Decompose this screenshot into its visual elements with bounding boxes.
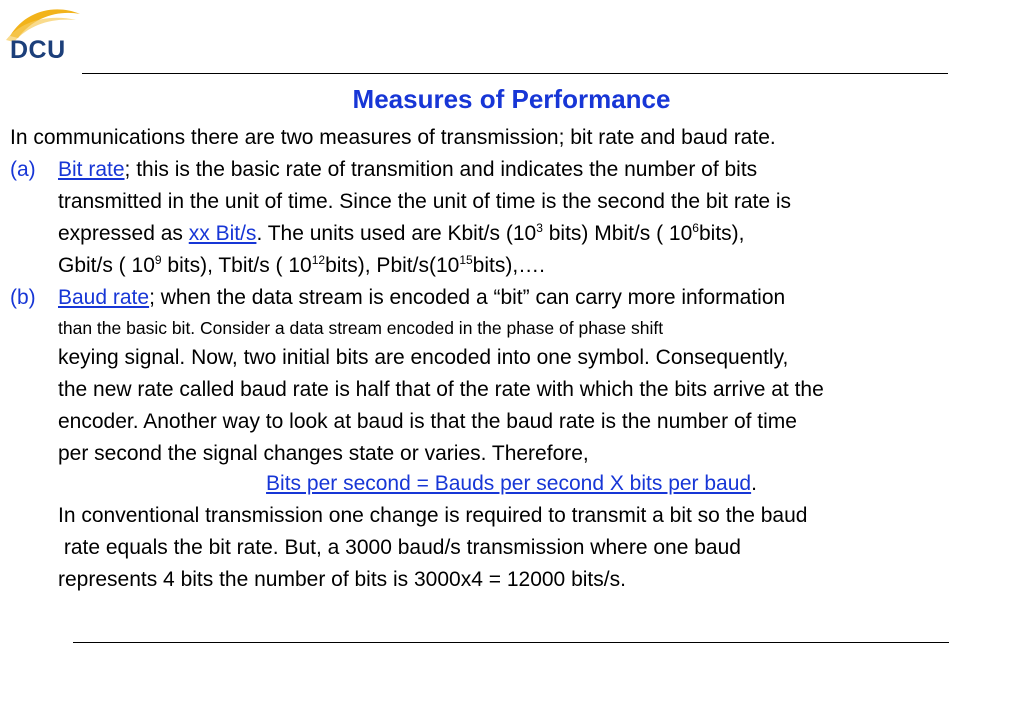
text-span: expressed as bbox=[58, 222, 189, 245]
item-a-marker: (a) bbox=[10, 158, 36, 181]
dcu-logo bbox=[4, 6, 84, 68]
item-a-line1 bbox=[10, 154, 757, 186]
item-b-line9: represents 4 bits the number of bits is 3000x4 = 12000 bits/s. bbox=[58, 568, 626, 591]
text-span: Gbit/s ( 10 bbox=[58, 254, 155, 277]
item-b-line7: In conventional transmission one change is required to transmit a bit so the baud bbox=[58, 504, 808, 527]
superscript: 15 bbox=[459, 253, 473, 267]
text-span: bits) Mbit/s ( 10 bbox=[542, 222, 693, 245]
intro-text: In communications there are two measures of transmission; bit rate and baud rate. bbox=[10, 126, 776, 149]
item-b-line5: encoder. Another way to look at baud is that the baud rate is the number of time bbox=[58, 410, 797, 433]
item-b-text: ; when the data stream is encoded a “bit” can carry more information bbox=[149, 286, 786, 309]
text-span: . The units used are Kbit/s (10 bbox=[256, 222, 537, 245]
baud-rate-link[interactable]: Baud rate bbox=[58, 286, 150, 309]
formula-link[interactable]: Bits per second = Bauds per second X bits per baud bbox=[266, 472, 752, 495]
item-a-line2: transmitted in the unit of time. Since the unit of time is the second the bit rate is bbox=[58, 190, 792, 213]
superscript: 9 bbox=[154, 253, 162, 267]
logo-text: DCU bbox=[10, 36, 66, 64]
page-title: Measures of Performance bbox=[352, 84, 671, 114]
item-a-line4 bbox=[58, 250, 545, 282]
item-b-line1 bbox=[10, 282, 785, 314]
formula-line bbox=[0, 468, 1023, 500]
item-b-marker: (b) bbox=[10, 286, 36, 309]
text-span: bits), bbox=[698, 222, 745, 245]
text-span: . bbox=[751, 472, 757, 495]
superscript: 12 bbox=[311, 253, 326, 267]
superscript: 6 bbox=[692, 221, 699, 235]
superscript: 3 bbox=[536, 221, 543, 235]
item-b-line4: the new rate called baud rate is half that of the rate with which the bits arrive at the bbox=[58, 378, 824, 401]
text-span: bits), Pbit/s(10 bbox=[325, 254, 460, 277]
item-a-text: ; this is the basic rate of transmition and indicates the number of bits bbox=[124, 158, 758, 181]
top-divider bbox=[82, 73, 948, 74]
item-b-line2: than the basic bit. Consider a data stream encoded in the phase of phase shift bbox=[58, 318, 664, 338]
text-span: bits), Tbit/s ( 10 bbox=[161, 254, 312, 277]
text-span: bits),…. bbox=[472, 254, 546, 277]
xx-bits-link[interactable]: xx Bit/s bbox=[188, 222, 257, 245]
bottom-divider bbox=[73, 642, 949, 643]
item-b-line3: keying signal. Now, two initial bits are encoded into one symbol. Consequently, bbox=[58, 346, 789, 369]
item-b-line8: rate equals the bit rate. But, a 3000 baud/s transmission where one baud bbox=[58, 536, 741, 559]
bit-rate-link[interactable]: Bit rate bbox=[58, 158, 125, 181]
item-b-line6: per second the signal changes state or varies. Therefore, bbox=[58, 442, 589, 465]
item-a-line3 bbox=[58, 218, 744, 250]
